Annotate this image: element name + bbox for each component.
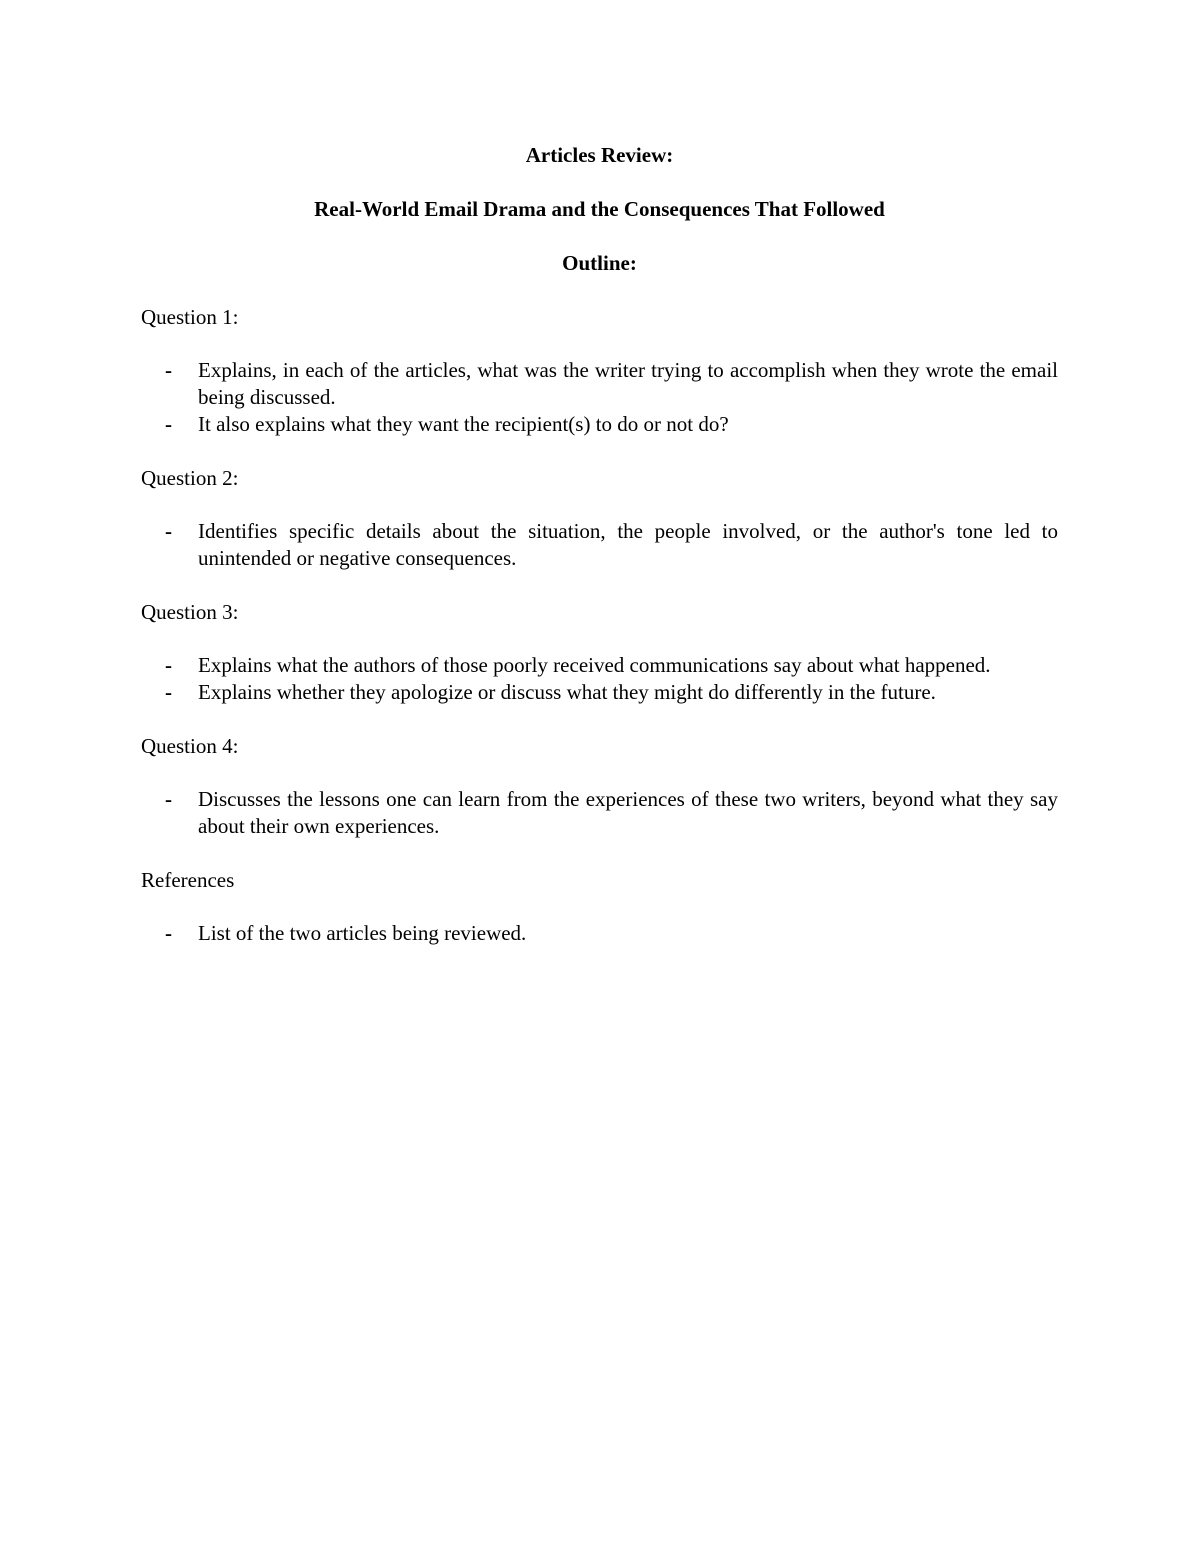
list-item-text: Discusses the lessons one can learn from the experiences of these two writers, beyond what they say about their own experiences. bbox=[198, 787, 1058, 838]
list-item-text: Identifies specific details about the situation, the people involved, or the author's tone led to unintended or negative consequences. bbox=[198, 519, 1058, 570]
section-list-question-2 bbox=[141, 518, 1058, 572]
list-item-text: List of the two articles being reviewed. bbox=[198, 921, 527, 945]
section-heading-references: References bbox=[141, 868, 235, 892]
dash-bullet-icon: - bbox=[165, 921, 172, 945]
dash-bullet-icon: - bbox=[165, 787, 172, 811]
dash-bullet-icon: - bbox=[165, 653, 172, 677]
section-list-references bbox=[141, 920, 1058, 947]
list-item bbox=[141, 411, 1058, 438]
section-heading-question-4: Question 4: bbox=[141, 734, 239, 758]
document-content bbox=[141, 141, 1058, 973]
outline-heading: Outline: bbox=[562, 251, 637, 275]
list-item-text: It also explains what they want the recipient(s) to do or not do? bbox=[198, 412, 729, 436]
list-item bbox=[141, 518, 1058, 572]
section-heading-question-1: Question 1: bbox=[141, 305, 239, 329]
list-item-text: Explains what the authors of those poorly received communications say about what happened. bbox=[198, 653, 991, 677]
list-item-text: Explains whether they apologize or discuss what they might do differently in the future. bbox=[198, 680, 936, 704]
section-heading-question-2: Question 2: bbox=[141, 466, 239, 490]
section-list-question-3 bbox=[141, 652, 1058, 706]
dash-bullet-icon: - bbox=[165, 519, 172, 543]
dash-bullet-icon: - bbox=[165, 680, 172, 704]
section-heading-question-3: Question 3: bbox=[141, 600, 239, 624]
dash-bullet-icon: - bbox=[165, 358, 172, 382]
list-item bbox=[141, 920, 1058, 947]
dash-bullet-icon: - bbox=[165, 412, 172, 436]
section-list-question-4 bbox=[141, 786, 1058, 840]
section-list-question-1 bbox=[141, 357, 1058, 438]
list-item bbox=[141, 652, 1058, 679]
list-item bbox=[141, 786, 1058, 840]
list-item bbox=[141, 357, 1058, 411]
document-subtitle: Real-World Email Drama and the Consequences That Followed bbox=[314, 197, 885, 221]
list-item-text: Explains, in each of the articles, what was the writer trying to accomplish when they wrote the email being discussed. bbox=[198, 358, 1058, 409]
list-item bbox=[141, 679, 1058, 706]
document-title: Articles Review: bbox=[525, 143, 674, 167]
